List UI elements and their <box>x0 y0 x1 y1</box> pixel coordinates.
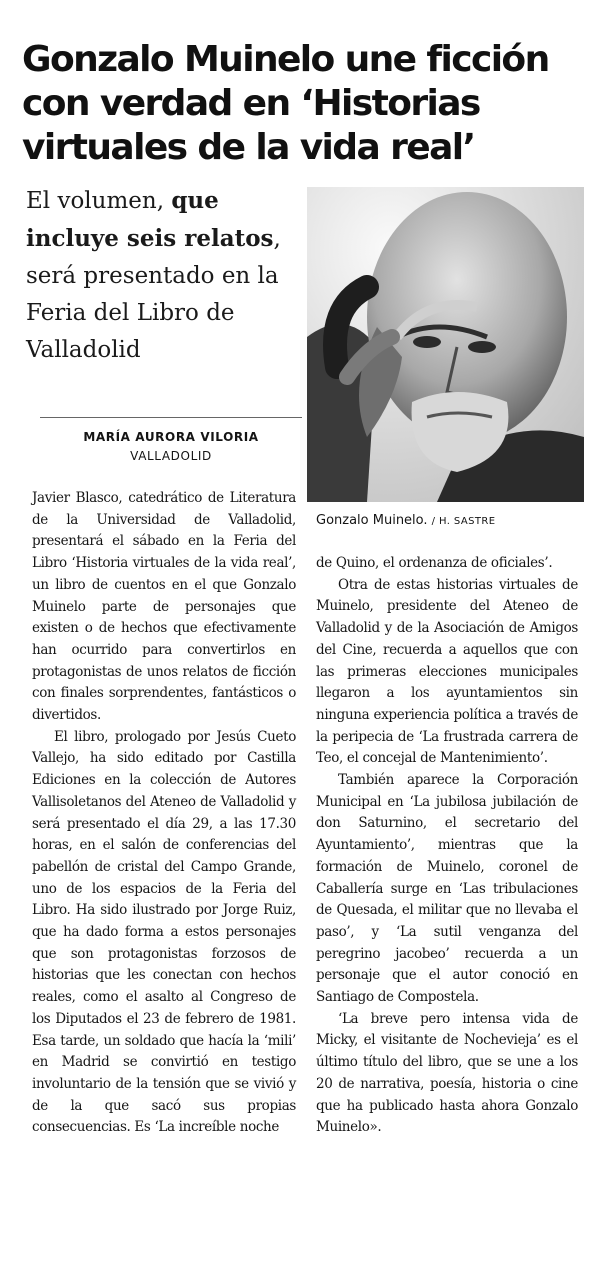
body-paragraph: Otra de estas historias virtuales de Muinelo, presidente del Ateneo de Valladolid y de la Asociación de Amigos del Cine, recuerda a aquellos que con las primeras elecciones municipales llegaron a los ayuntamientos sin ninguna experiencia política a través de la peripecia de ‘La frustrada carrera de Teo, el concejal de Mantenimiento’. <box>316 576 578 767</box>
photo-credit: / H. SASTRE <box>431 516 496 527</box>
author-name: MARÍA AURORA VILORIA <box>83 430 259 444</box>
subhead-lead: El volumen, <box>26 188 172 214</box>
portrait-image <box>307 187 584 502</box>
body-paragraph: ‘La breve pero intensa vida de Micky, el visitante de Nochevieja’ es el último título del libro, que se une a los 20 de narrativa, poesía, historia o cine que ha publicado hasta ahora Gonzalo Muinelo». <box>316 1010 578 1136</box>
body-paragraph: Javier Blasco, catedrático de Literatura de la Universidad de Valladolid, presentará el sábado en la Feria del Libro ‘Historia virtuales de la vida real’, un libro de cuentos en el que Gonzalo Muinelo parte de personajes que existen o de hechos que efectivamente han ocurrido para convertirlos en protagonistas de unos relatos de ficción con finales sorprendentes, fantásticos o divertidos. <box>32 490 296 724</box>
body-column-1 <box>32 488 296 1139</box>
caption-text: Gonzalo Muinelo. <box>316 513 428 528</box>
photo-caption <box>316 512 606 531</box>
byline-divider <box>40 417 302 418</box>
body-column-2 <box>316 553 578 1139</box>
dateline-city: VALLADOLID <box>130 449 212 463</box>
author-photo <box>307 187 584 502</box>
headline: Gonzalo Muinelo une ficción con verdad en ‘Historias virtuales de la vida real’ <box>22 39 549 169</box>
subheadline <box>26 182 298 369</box>
byline <box>40 428 302 466</box>
subhead-rest: , será presentado en la Feria del Libro de Valladolid <box>26 226 281 363</box>
body-paragraph: El libro, prologado por Jesús Cueto Vallejo, ha sido editado por Castilla Ediciones en la colección de Autores Vallisoletanos del Ateneo de Valladolid y será presentado el día 29, a las 17.30 horas, en el salón de conferencias del pabellón de cristal del Campo Grande, uno de los espacios de la Feria del Libro. Ha sido ilustrado por Jorge Ruiz, que ha dado forma a estos personajes que son protagonistas forzosos de historias que les conectan con hechos reales, como el asalto al Congreso de los Diputados el 23 de febrero de 1981. Esa tarde, un soldado que hacía la ‘mili’ en Madrid se convirtió en testigo involuntario de la tensión que se vivió y de la que sacó sus propias consecuencias. Es ‘La increíble noche <box>32 728 296 1136</box>
subhead-highlight: que incluye seis relatos <box>26 187 274 252</box>
body-paragraph: de Quino, el ordenanza de oficiales’. <box>316 555 553 571</box>
body-paragraph: También aparece la Corporación Municipal en ‘La jubilosa jubilación de don Saturnino, el secretario del Ayuntamiento’, mientras que la formación de Muinelo, coronel de Caballería surge en ‘Las tribulaciones de Quesada, el militar que no llevaba el paso’, y ‘La sutil venganza del peregrino jacobeo’ recuerda a un personaje que el autor conoció en Santiago de Compostela. <box>316 772 578 1006</box>
